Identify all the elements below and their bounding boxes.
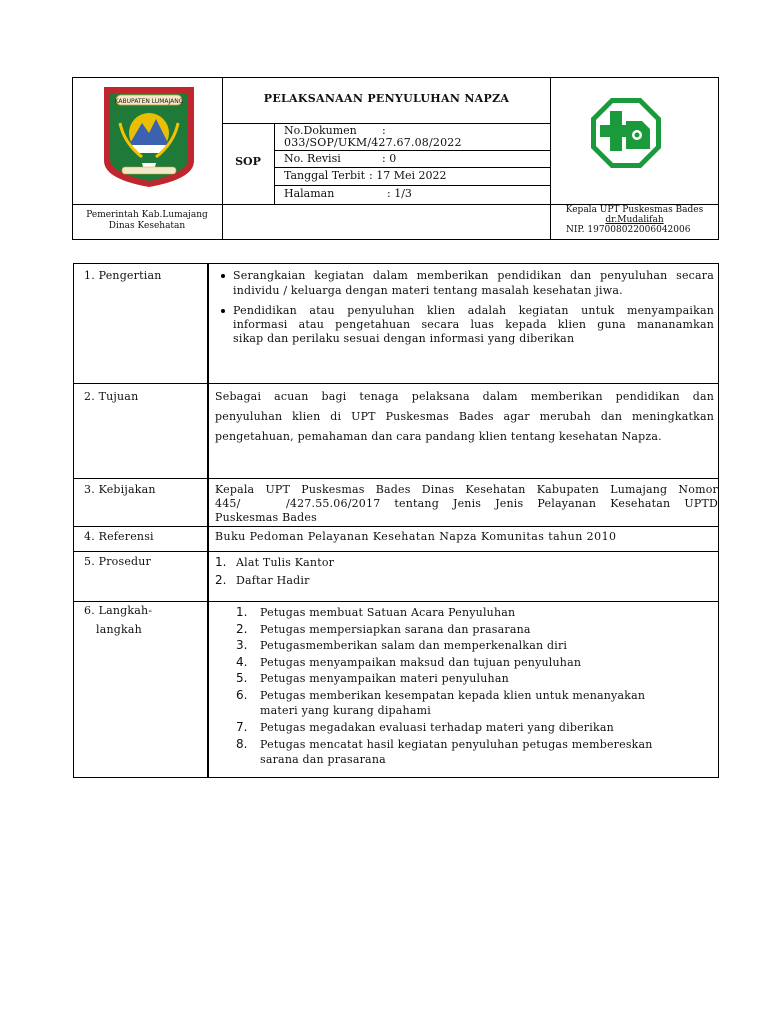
langkah-number: 4.	[236, 655, 248, 669]
pengertian-point-2-line-1: Pendidikan atau penyuluhan klien adalah kegiatan untuk menyampaikan	[233, 304, 714, 317]
langkah-item: Petugas menyampaikan materi penyuluhan	[260, 672, 509, 685]
langkah-item: Petugas mencatat hasil kegiatan penyuluhan petugas membereskan	[260, 738, 653, 751]
langkah-item-cont: sarana dan prasarana	[260, 753, 386, 766]
issuer-line-1: Pemerintah Kab.Lumajang	[86, 210, 208, 220]
pengertian-point-1-line-1: Serangkaian kegiatan dalam memberikan pendidikan dan penyuluhan secara	[233, 269, 714, 282]
signer-title: Kepala UPT Puskesmas Bades	[565, 205, 704, 215]
signer-nip: NIP. 197008022006042006	[566, 225, 691, 235]
langkah-item: Petugas mempersiapkan sarana dan prasarana	[260, 623, 531, 636]
signer-name: dr.Mudalifah	[605, 215, 664, 225]
tanggal-terbit-label: Tanggal Terbit	[284, 169, 366, 182]
prosedur-item: Alat Tulis Kantor	[236, 556, 335, 569]
puskesmas-logo	[590, 97, 662, 169]
prosedur-number: 2.	[215, 573, 227, 587]
langkah-number: 3.	[236, 638, 248, 652]
no-revisi-label: No. Revisi	[284, 152, 341, 165]
issuer-line-2: Dinas Kesehatan	[108, 221, 186, 231]
langkah-number: 1.	[236, 605, 248, 619]
langkah-item-cont: materi yang kurang dipahami	[260, 704, 431, 717]
kebijakan-line-2-end: /427.55.06/2017 tentang Jenis Jenis Pelayanan Kesehatan UPTD	[286, 497, 718, 510]
kebijakan-line-3: Puskesmas Bades	[215, 511, 317, 524]
halaman-label: Halaman	[284, 187, 335, 200]
document-title: PELAKSANAAN PENYULUHAN NAPZA	[263, 92, 510, 105]
pengertian-point-2-line-3: sikap dan perilaku sesuai dengan informasi yang diberikan	[233, 332, 575, 345]
section-label-kebijakan: 3. Kebijakan	[84, 483, 156, 496]
section-label-pengertian: 1. Pengertian	[84, 269, 162, 282]
tanggal-terbit-value: : 17 Mei 2022	[369, 169, 447, 182]
svg-text:KABUPATEN LUMAJANG: KABUPATEN LUMAJANG	[114, 98, 184, 105]
prosedur-number: 1.	[215, 555, 227, 569]
langkah-number: 7.	[236, 720, 248, 734]
sop-label: SOP	[235, 155, 261, 168]
no-dokumen-value: 033/SOP/UKM/427.67.08/2022	[284, 136, 462, 149]
bullet-icon	[221, 274, 225, 278]
prosedur-item: Daftar Hadir	[236, 574, 310, 587]
tujuan-line-2: penyuluhan klien di UPT Puskesmas Bades agar merubah dan meningkatkan	[215, 410, 714, 423]
langkah-number: 5.	[236, 671, 248, 685]
langkah-number: 2.	[236, 622, 248, 636]
no-dokumen-separator: :	[382, 124, 386, 137]
bullet-icon	[221, 309, 225, 313]
sop-header-table	[72, 77, 719, 240]
section-label-langkah: 6. Langkah-	[84, 604, 153, 617]
langkah-item: Petugas memberikan kesempatan kepada klien untuk menanyakan	[260, 689, 646, 702]
referensi-text: Buku Pedoman Pelayanan Kesehatan Napza Komunitas tahun 2010	[215, 530, 617, 543]
kebijakan-line-2-start: 445/	[215, 497, 241, 510]
langkah-number: 6.	[236, 688, 248, 702]
section-label-prosedur: 5. Prosedur	[84, 555, 152, 568]
section-label-referensi: 4. Referensi	[84, 530, 154, 543]
tujuan-line-3: pengetahuan, pemahaman dan cara pandang klien tentang kesehatan Napza.	[215, 430, 662, 443]
langkah-item: Petugasmemberikan salam dan memperkenalkan diri	[260, 639, 568, 652]
langkah-item: Petugas membuat Satuan Acara Penyuluhan	[260, 606, 516, 619]
section-label-tujuan: 2. Tujuan	[84, 390, 139, 403]
tujuan-line-1: Sebagai acuan bagi tenaga pelaksana dalam memberikan pendidikan dan	[215, 390, 714, 403]
kebijakan-line-1: Kepala UPT Puskesmas Bades Dinas Kesehatan Kabupaten Lumajang Nomor	[215, 483, 718, 496]
pengertian-point-2-line-2: informasi atau pengetahuan secara luas kepada klien guna mananamkan	[233, 318, 714, 331]
pengertian-point-1-line-2: individu / keluarga dengan materi tentang masalah kesehatan jiwa.	[233, 284, 623, 297]
section-label-langkah-cont: langkah	[96, 623, 142, 636]
sop-body-table	[73, 263, 719, 778]
no-revisi-value: : 0	[382, 152, 397, 165]
lumajang-emblem-logo	[102, 83, 196, 189]
langkah-number: 8.	[236, 737, 248, 751]
langkah-item: Petugas megadakan evaluasi terhadap materi yang diberikan	[260, 721, 614, 734]
halaman-value: : 1/3	[387, 187, 412, 200]
no-dokumen-label: No.Dokumen	[284, 124, 357, 137]
langkah-item: Petugas menyampaikan maksud dan tujuan penyuluhan	[260, 656, 582, 669]
